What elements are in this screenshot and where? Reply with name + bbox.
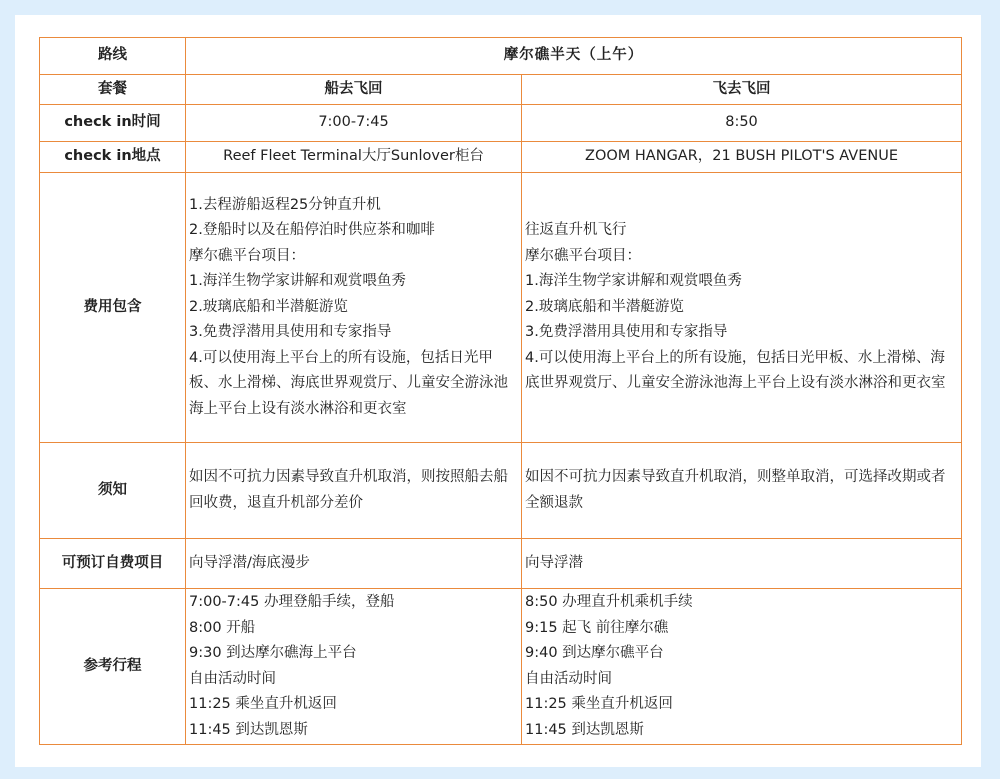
package-1-checkin-time: 7:00-7:45 <box>186 105 522 142</box>
optional-label: 可预订自费项目 <box>40 539 186 589</box>
package-1-itinerary-line: 11:45 到达凯恩斯 <box>189 721 308 738</box>
checkin-time-label: check in时间 <box>40 105 186 142</box>
package-1-checkin-place: Reef Fleet Terminal大厅Sunlover柜台 <box>186 142 522 173</box>
checkin-place-label: check in地点 <box>40 142 186 173</box>
package-row <box>40 75 962 105</box>
package-1-optional: 向导浮潜/海底漫步 <box>186 539 522 589</box>
package-1-itinerary <box>186 589 522 745</box>
package-1-include-line: 摩尔礁平台项目： <box>189 247 305 264</box>
package-1-itinerary-line: 自由活动时间 <box>189 670 276 687</box>
package-1-include-line: 2.登船时以及在船停泊时供应茶和咖啡 <box>189 222 435 239</box>
package-label: 套餐 <box>40 75 186 105</box>
route-label: 路线 <box>40 38 186 75</box>
package-2-notes-text: 如因不可抗力因素导致直升机取消，则整单取消，可选择改期或者全额退款 <box>525 469 946 511</box>
package-1-notes-text: 如因不可抗力因素导致直升机取消，则按照船去船回收费，退直升机部分差价 <box>189 469 508 511</box>
checkin-time-row <box>40 105 962 142</box>
package-1-name: 船去飞回 <box>186 75 522 105</box>
package-2-itinerary-line: 11:45 到达凯恩斯 <box>525 721 644 738</box>
package-2-checkin-time: 8:50 <box>522 105 962 142</box>
package-2-notes <box>522 443 962 539</box>
package-1-include-line: 1.海洋生物学家讲解和观赏喂鱼秀 <box>189 273 406 290</box>
package-2-itinerary-line: 自由活动时间 <box>525 670 612 687</box>
route-title: 摩尔礁半天（上午） <box>186 38 962 75</box>
package-1-include-line: 3.免费浮潜用具使用和专家指导 <box>189 324 392 341</box>
package-2-includes <box>522 173 962 443</box>
checkin-place-row <box>40 142 962 173</box>
itinerary-row <box>40 589 962 745</box>
package-2-include-line: 3.免费浮潜用具使用和专家指导 <box>525 324 728 341</box>
package-1-itinerary-line: 8:00 开船 <box>189 619 256 636</box>
optional-row <box>40 539 962 589</box>
package-2-itinerary-line: 8:50 办理直升机乘机手续 <box>525 594 693 610</box>
package-1-include-line: 2.玻璃底船和半潜艇游览 <box>189 298 348 315</box>
package-1-itinerary-line: 7:00-7:45 办理登船手续，登船 <box>189 594 395 610</box>
package-1-itinerary-line: 9:30 到达摩尔礁海上平台 <box>189 645 357 661</box>
package-1-include-line: 4.可以使用海上平台上的所有设施，包括日光甲板、水上滑梯、海底世界观赏厅、儿童安全游泳池海上平台上设有淡水淋浴和更衣室 <box>189 349 508 417</box>
package-2-name: 飞去飞回 <box>522 75 962 105</box>
package-1-itinerary-line: 11:25 乘坐直升机返回 <box>189 696 337 712</box>
package-2-itinerary <box>522 589 962 745</box>
package-2-itinerary-line: 11:25 乘坐直升机返回 <box>525 696 673 712</box>
package-2-include-line: 4.可以使用海上平台上的所有设施，包括日光甲板、水上滑梯、海底世界观赏厅、儿童安全游泳池海上平台上设有淡水淋浴和更衣室 <box>525 349 946 392</box>
notes-row <box>40 443 962 539</box>
includes-row <box>40 173 962 443</box>
package-2-itinerary-line: 9:15 起飞 前往摩尔礁 <box>525 619 669 636</box>
package-1-notes <box>186 443 522 539</box>
itinerary-label: 参考行程 <box>40 589 186 745</box>
package-2-itinerary-line: 9:40 到达摩尔礁平台 <box>525 645 664 661</box>
package-2-optional: 向导浮潜 <box>522 539 962 589</box>
route-row <box>40 38 962 75</box>
package-1-include-line: 1.去程游船返程25分钟直升机 <box>189 196 381 213</box>
notes-label: 须知 <box>40 443 186 539</box>
route-table <box>39 37 962 745</box>
package-2-include-line: 往返直升机飞行 <box>525 222 627 239</box>
package-2-include-line: 摩尔礁平台项目： <box>525 247 641 264</box>
includes-label: 费用包含 <box>40 173 186 443</box>
package-2-include-line: 2.玻璃底船和半潜艇游览 <box>525 298 684 315</box>
package-2-checkin-place: ZOOM HANGAR，21 BUSH PILOT'S AVENUE <box>522 142 962 173</box>
package-2-include-line: 1.海洋生物学家讲解和观赏喂鱼秀 <box>525 273 742 290</box>
package-1-includes <box>186 173 522 443</box>
